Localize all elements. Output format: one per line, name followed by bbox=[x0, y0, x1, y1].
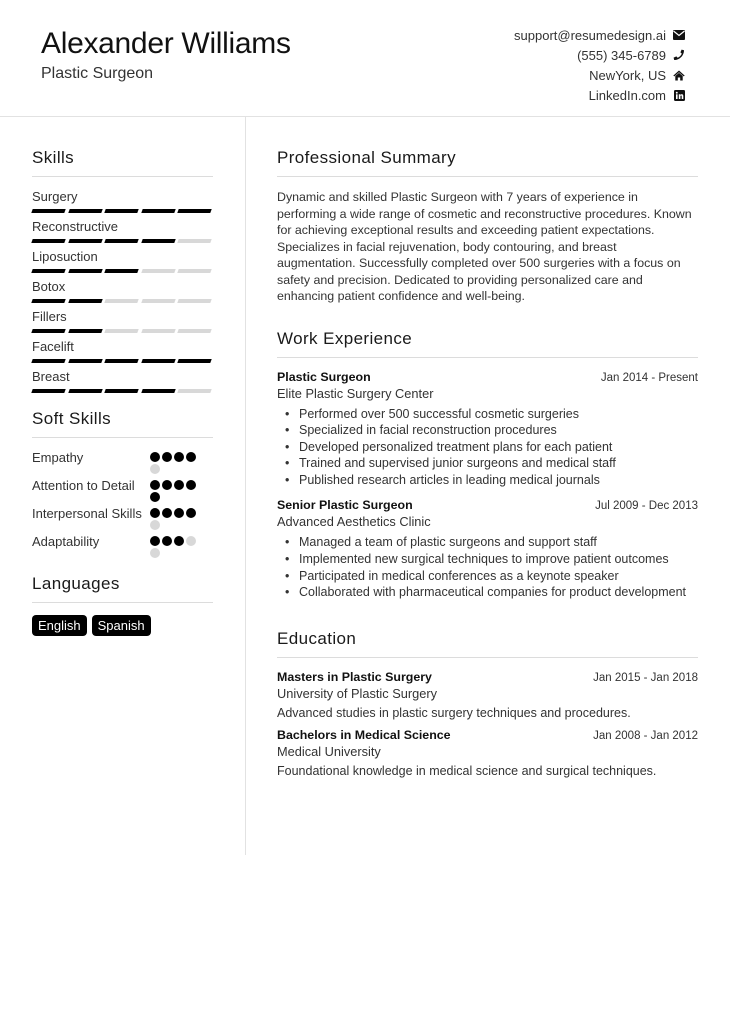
soft-skill-rating bbox=[150, 506, 202, 530]
job-responsibilities bbox=[277, 406, 698, 489]
skill-level-bar bbox=[32, 239, 213, 243]
education-heading: Education bbox=[277, 629, 698, 658]
responsibility-item: • Implemented new surgical techniques to improve patient outcomes bbox=[285, 551, 698, 568]
skill-level-segment bbox=[31, 239, 65, 243]
responsibility-item: • Performed over 500 successful cosmetic surgeries bbox=[285, 406, 698, 423]
soft-skills-heading: Soft Skills bbox=[32, 409, 213, 438]
soft-skill-label: Adaptability bbox=[32, 534, 100, 549]
skill-level-segment bbox=[31, 359, 65, 363]
soft-skill-item bbox=[32, 478, 213, 502]
skill-label: Facelift bbox=[32, 339, 74, 354]
skill-level-bar bbox=[32, 389, 213, 393]
job-responsibilities bbox=[277, 534, 698, 600]
linkedin-icon bbox=[673, 89, 685, 101]
rating-dot bbox=[174, 452, 184, 462]
skill-level-segment bbox=[104, 359, 138, 363]
skill-level-segment bbox=[104, 329, 138, 333]
job-title: Senior Plastic Surgeon bbox=[277, 498, 413, 513]
rating-dot bbox=[150, 464, 160, 474]
skill-level-segment bbox=[68, 329, 102, 333]
languages-heading: Languages bbox=[32, 574, 213, 603]
phone-icon bbox=[673, 49, 685, 61]
contact-info bbox=[514, 25, 685, 105]
education-description: Advanced studies in plastic surgery techniques and procedures. bbox=[277, 705, 631, 720]
skill-label: Reconstructive bbox=[32, 219, 118, 234]
skill-level-bar bbox=[32, 329, 213, 333]
skill-item bbox=[32, 279, 213, 309]
education-entry bbox=[277, 670, 698, 720]
skill-level-segment bbox=[31, 389, 65, 393]
skill-level-segment bbox=[141, 329, 175, 333]
skill-label: Liposuction bbox=[32, 249, 98, 264]
language-badge: English bbox=[32, 615, 87, 636]
skill-label: Breast bbox=[32, 369, 70, 384]
job-title: Plastic Surgeon bbox=[277, 369, 371, 384]
job-company: Advanced Aesthetics Clinic bbox=[277, 514, 431, 530]
rating-dot bbox=[174, 508, 184, 518]
skill-item bbox=[32, 369, 213, 399]
skill-label: Surgery bbox=[32, 189, 78, 204]
soft-skill-label: Empathy bbox=[32, 450, 84, 465]
job-company: Elite Plastic Surgery Center bbox=[277, 385, 434, 401]
education-degree: Bachelors in Medical Science bbox=[277, 727, 451, 742]
skill-level-segment bbox=[31, 329, 65, 333]
contact-email[interactable] bbox=[514, 25, 685, 45]
skill-level-segment bbox=[178, 389, 212, 393]
rating-dot bbox=[150, 480, 160, 490]
skill-level-segment bbox=[68, 359, 102, 363]
education-list bbox=[277, 670, 698, 778]
skill-level-segment bbox=[141, 299, 175, 303]
skill-level-segment bbox=[31, 269, 65, 273]
skill-label: Botox bbox=[32, 279, 66, 294]
skill-level-bar bbox=[32, 299, 213, 303]
job-header bbox=[277, 370, 698, 384]
experience-list bbox=[277, 370, 698, 601]
skill-item bbox=[32, 189, 213, 219]
skill-level-segment bbox=[104, 389, 138, 393]
rating-dot bbox=[150, 520, 160, 530]
skill-level-segment bbox=[141, 269, 175, 273]
contact-email-text: support@resumedesign.ai bbox=[514, 27, 666, 43]
skill-level-segment bbox=[68, 209, 102, 213]
education-date: Jan 2008 - Jan 2012 bbox=[593, 729, 698, 742]
soft-skill-label: Interpersonal Skills bbox=[32, 506, 142, 521]
education-header bbox=[277, 670, 698, 684]
skill-level-bar bbox=[32, 359, 213, 363]
contact-linkedin[interactable] bbox=[514, 85, 685, 105]
summary-heading: Professional Summary bbox=[277, 148, 698, 177]
rating-dot bbox=[186, 536, 196, 546]
rating-dot bbox=[150, 508, 160, 518]
rating-dot bbox=[186, 508, 196, 518]
job-header bbox=[277, 498, 698, 512]
skill-level-segment bbox=[178, 239, 212, 243]
education-description: Foundational knowledge in medical science and surgical techniques. bbox=[277, 763, 657, 778]
skill-item bbox=[32, 219, 213, 249]
education-date: Jan 2015 - Jan 2018 bbox=[593, 671, 698, 684]
rating-dot bbox=[186, 480, 196, 490]
skill-item bbox=[32, 309, 213, 339]
skill-level-segment bbox=[68, 269, 102, 273]
rating-dot bbox=[150, 548, 160, 558]
skill-level-segment bbox=[68, 239, 102, 243]
soft-skill-item bbox=[32, 450, 213, 474]
responsibility-item: • Published research articles in leading medical journals bbox=[285, 472, 698, 489]
skill-level-segment bbox=[104, 299, 138, 303]
skills-heading: Skills bbox=[32, 148, 213, 177]
skill-level-segment bbox=[178, 209, 212, 213]
skill-level-segment bbox=[68, 389, 102, 393]
job-entry bbox=[277, 370, 698, 489]
skill-level-segment bbox=[141, 359, 175, 363]
job-date: Jan 2014 - Present bbox=[600, 371, 698, 384]
envelope-icon bbox=[673, 29, 685, 41]
skill-level-segment bbox=[104, 269, 138, 273]
responsibility-item: • Collaborated with pharmaceutical companies for product development bbox=[285, 584, 698, 601]
skill-level-bar bbox=[32, 269, 213, 273]
skill-level-segment bbox=[31, 209, 65, 213]
job-entry bbox=[277, 498, 698, 600]
language-badge: Spanish bbox=[92, 615, 151, 636]
education-school: University of Plastic Surgery bbox=[277, 685, 438, 701]
skill-level-segment bbox=[104, 209, 138, 213]
main-content bbox=[277, 148, 698, 784]
resume-header bbox=[0, 0, 730, 117]
soft-skill-rating bbox=[150, 478, 202, 502]
skill-level-segment bbox=[31, 299, 65, 303]
responsibility-item: • Managed a team of plastic surgeons and support staff bbox=[285, 534, 698, 551]
soft-skill-label: Attention to Detail bbox=[32, 478, 135, 493]
candidate-role: Plastic Surgeon bbox=[41, 65, 154, 82]
skill-level-segment bbox=[141, 239, 175, 243]
soft-skill-rating bbox=[150, 450, 202, 474]
skill-item bbox=[32, 339, 213, 369]
skill-label: Fillers bbox=[32, 309, 67, 324]
languages-list bbox=[32, 615, 213, 636]
skill-level-segment bbox=[104, 239, 138, 243]
responsibility-item: • Specialized in facial reconstruction procedures bbox=[285, 422, 698, 439]
rating-dot bbox=[186, 452, 196, 462]
rating-dot bbox=[162, 452, 172, 462]
column-divider bbox=[245, 117, 246, 855]
experience-heading: Work Experience bbox=[277, 329, 698, 358]
soft-skill-rating bbox=[150, 534, 202, 558]
skill-item bbox=[32, 249, 213, 279]
responsibility-item: • Developed personalized treatment plans for each patient bbox=[285, 439, 698, 456]
contact-phone-text: (555) 345-6789 bbox=[577, 47, 666, 63]
skill-level-segment bbox=[178, 359, 212, 363]
education-degree: Masters in Plastic Surgery bbox=[277, 669, 432, 684]
rating-dot bbox=[150, 492, 160, 502]
sidebar bbox=[32, 148, 213, 636]
rating-dot bbox=[162, 508, 172, 518]
job-date: Jul 2009 - Dec 2013 bbox=[595, 500, 698, 513]
skills-list bbox=[32, 189, 213, 399]
soft-skill-item bbox=[32, 506, 213, 530]
rating-dot bbox=[174, 480, 184, 490]
education-school: Medical University bbox=[277, 743, 381, 759]
skill-level-segment bbox=[68, 299, 102, 303]
summary-text: Dynamic and skilled Plastic Surgeon with 7 years of experience in performing a wide range of cosmetic and reconstructive procedures. Known for achieving exceptional results and exceeding patient expectations. Specializes in facial rejuvenation, body contouring, and breast augmentation. Successfully completed over 500 surgeries with a focus on safety and precision. Dedicated to providing personalized care and enhancing patient confidence and well-being. bbox=[277, 190, 692, 303]
rating-dot bbox=[150, 452, 160, 462]
skill-level-bar bbox=[32, 209, 213, 213]
skill-level-segment bbox=[141, 389, 175, 393]
soft-skill-item bbox=[32, 534, 213, 558]
candidate-name: Alexander Williams bbox=[41, 27, 291, 60]
contact-location-text: NewYork, US bbox=[589, 67, 666, 83]
responsibility-item: • Trained and supervised junior surgeons and medical staff bbox=[285, 455, 698, 472]
soft-skills-list bbox=[32, 450, 213, 558]
contact-linkedin-text: LinkedIn.com bbox=[588, 87, 666, 103]
responsibility-item: • Participated in medical conferences as a keynote speaker bbox=[285, 568, 698, 585]
skill-level-segment bbox=[178, 269, 212, 273]
skill-level-segment bbox=[178, 299, 212, 303]
rating-dot bbox=[150, 536, 160, 546]
skill-level-segment bbox=[141, 209, 175, 213]
rating-dot bbox=[174, 536, 184, 546]
education-header bbox=[277, 728, 698, 742]
home-icon bbox=[673, 69, 685, 81]
education-entry bbox=[277, 728, 698, 778]
contact-phone[interactable] bbox=[514, 45, 685, 65]
contact-location bbox=[514, 65, 685, 85]
rating-dot bbox=[162, 480, 172, 490]
rating-dot bbox=[162, 536, 172, 546]
skill-level-segment bbox=[178, 329, 212, 333]
